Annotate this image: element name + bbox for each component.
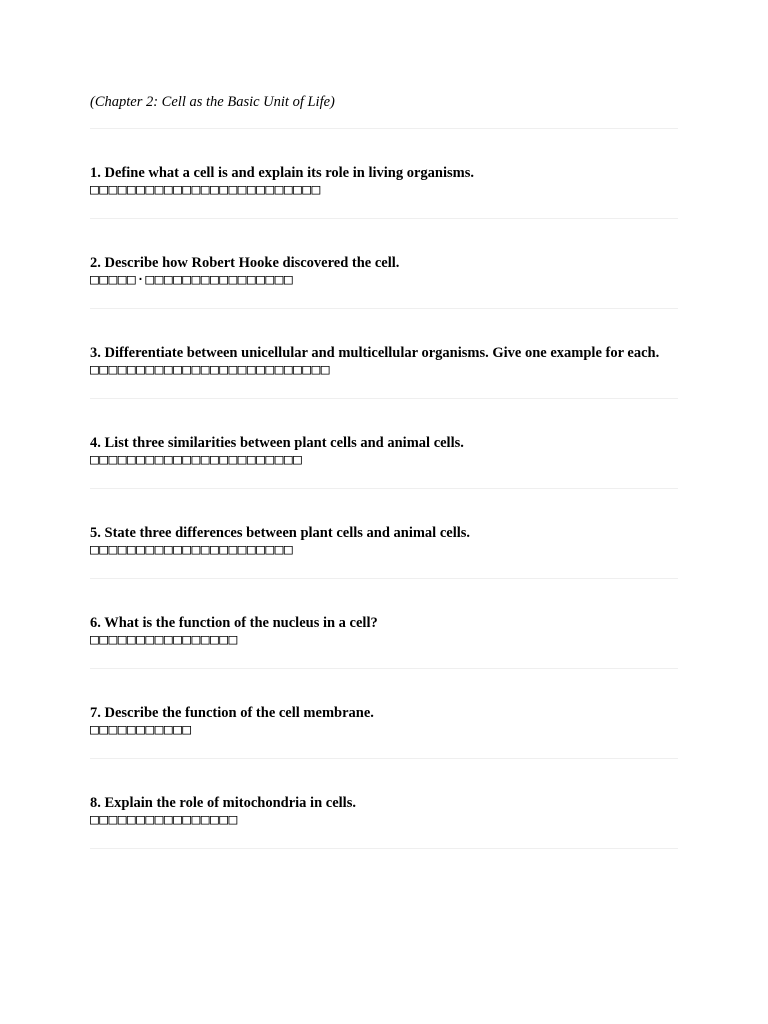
question-text-translation: □□□□□□□□□□□□□□□□□□□□□□□	[90, 452, 303, 468]
question-text-en: 8. Explain the role of mitochondria in cells.	[90, 795, 356, 811]
question-item-7	[90, 669, 678, 759]
question-text-translation: □□□□□□□□□□□	[90, 722, 192, 738]
question-text-en: 7. Describe the function of the cell membrane.	[90, 705, 374, 721]
question-list	[90, 129, 678, 849]
question-text-translation: □□□□□□□□□□□□□□□□□□□□□□□□□□	[90, 362, 330, 378]
question-item-1	[90, 129, 678, 219]
question-text-translation: □□□□□□□□□□□□□□□□□□□□□□	[90, 542, 294, 558]
question-text-translation: □□□□□□□□□□□□□□□□	[90, 812, 238, 828]
question-text-en: 5. State three differences between plant cells and animal cells.	[90, 525, 471, 541]
question-item-5	[90, 489, 678, 579]
question-text-en: 3. Differentiate between unicellular and multicellular organisms. Give one example for each.	[90, 345, 660, 361]
question-item-6	[90, 579, 678, 669]
question-text-en: 6. What is the function of the nucleus in a cell?	[90, 615, 378, 631]
chapter-title: (Chapter 2: Cell as the Basic Unit of Life)	[90, 94, 678, 129]
question-item-4	[90, 399, 678, 489]
question-item-8	[90, 759, 678, 849]
question-text-en: 2. Describe how Robert Hooke discovered the cell.	[90, 255, 400, 271]
question-text-translation: □□□□□·□□□□□□□□□□□□□□□□	[90, 272, 294, 288]
question-item-3	[90, 309, 678, 399]
question-item-2	[90, 219, 678, 309]
question-text-translation: □□□□□□□□□□□□□□□□□□□□□□□□□	[90, 182, 321, 198]
question-text-en: 1. Define what a cell is and explain its role in living organisms.	[90, 165, 475, 181]
question-text-en: 4. List three similarities between plant cells and animal cells.	[90, 435, 464, 451]
question-text-translation: □□□□□□□□□□□□□□□□	[90, 632, 238, 648]
